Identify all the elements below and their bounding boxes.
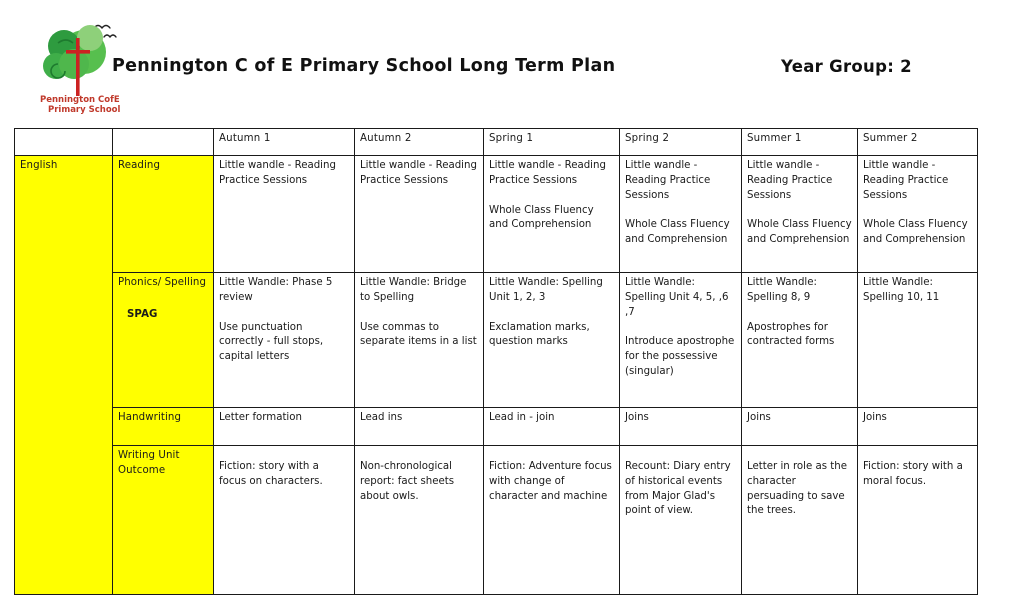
cell-paragraph: Use commas to separate items in a list xyxy=(360,321,477,348)
column-header-spring-1: Spring 1 xyxy=(484,129,620,156)
cell-paragraph: Little wandle - Reading Practice Sessions xyxy=(625,160,711,201)
strand-label: Reading xyxy=(118,160,161,171)
cell-handwriting-summer-1 xyxy=(742,408,858,446)
cell-paragraph: Letter formation xyxy=(219,412,302,423)
cell-paragraph: Little Wandle: Phase 5 review xyxy=(219,277,333,303)
cell-reading-summer-2 xyxy=(858,156,978,273)
cell-writing-summer-2 xyxy=(858,446,978,595)
strand-cell-reading xyxy=(113,156,214,273)
logo-text-line2: Primary School xyxy=(48,105,121,115)
page-header xyxy=(0,0,1024,125)
column-header-summer-1: Summer 1 xyxy=(742,129,858,156)
cell-phonics-spring-1 xyxy=(484,273,620,408)
subject-cell-english: English xyxy=(15,156,113,595)
cell-phonics-autumn-2 xyxy=(355,273,484,408)
table-row-reading xyxy=(15,156,978,273)
cell-paragraph: Little Wandle: Spelling Unit 1, 2, 3 xyxy=(489,277,603,303)
cell-paragraph: Little Wandle: Bridge to Spelling xyxy=(360,277,467,303)
header-blank-subject xyxy=(15,129,113,156)
cell-paragraph: Little Wandle: Spelling 10, 11 xyxy=(863,277,940,303)
cell-paragraph: Little wandle - Reading Practice Sessions xyxy=(489,160,606,186)
cell-paragraph: Fiction: story with a focus on characters. xyxy=(219,461,323,487)
column-header-spring-2: Spring 2 xyxy=(620,129,742,156)
cell-writing-spring-1 xyxy=(484,446,620,595)
header-blank-strand xyxy=(113,129,214,156)
strand-cell-phonics-spelling xyxy=(113,273,214,408)
strand-label: Phonics/ Spelling xyxy=(118,277,207,288)
page-title: Pennington C of E Primary School Long Term Plan xyxy=(112,56,616,76)
cell-writing-autumn-2 xyxy=(355,446,484,595)
cell-handwriting-autumn-2 xyxy=(355,408,484,446)
cell-paragraph: Little wandle - Reading Practice Sessions xyxy=(747,160,833,201)
cell-paragraph: Little Wandle: Spelling 8, 9 xyxy=(747,277,817,303)
cell-paragraph: Letter in role as the character persuading to save the trees. xyxy=(747,461,848,517)
cell-paragraph: Non-chronological report: fact sheets about owls. xyxy=(360,461,455,502)
cell-paragraph: Lead ins xyxy=(360,412,403,423)
foliage-blob xyxy=(77,25,103,51)
cell-paragraph: Joins xyxy=(747,412,771,423)
cell-handwriting-summer-2 xyxy=(858,408,978,446)
cell-paragraph: Little wandle - Reading Practice Sessions xyxy=(360,160,477,186)
cell-paragraph: Joins xyxy=(625,412,649,423)
cell-writing-autumn-1 xyxy=(214,446,355,595)
strand-sublabel-spag: SPAG xyxy=(127,308,158,320)
column-header-autumn-2: Autumn 2 xyxy=(355,129,484,156)
cell-paragraph: Little wandle - Reading Practice Sessions xyxy=(219,160,336,186)
cell-paragraph: Little wandle - Reading Practice Sessions xyxy=(863,160,949,201)
cell-reading-spring-2 xyxy=(620,156,742,273)
strand-cell-handwriting xyxy=(113,408,214,446)
cell-paragraph: Whole Class Fluency and Comprehension xyxy=(625,219,730,246)
long-term-plan-table xyxy=(14,128,978,595)
cell-paragraph: Little Wandle: Spelling Unit 4, 5, ,6 ,7 xyxy=(625,277,729,318)
cell-handwriting-spring-2 xyxy=(620,408,742,446)
cell-paragraph: Lead in - join xyxy=(489,412,555,423)
cell-reading-summer-1 xyxy=(742,156,858,273)
cell-paragraph: Fiction: Adventure focus with change of character and machine xyxy=(489,461,612,502)
cell-paragraph: Use punctuation correctly - full stops, capital letters xyxy=(219,321,324,363)
table-row-handwriting xyxy=(15,408,978,446)
cell-paragraph: Recount: Diary entry of historical events from Major Glad's point of view. xyxy=(625,461,731,517)
cell-paragraph: Introduce apostrophe for the possessive (singular) xyxy=(625,336,735,377)
strand-label: Handwriting xyxy=(118,412,182,423)
cell-paragraph: Exclamation marks, question marks xyxy=(489,321,590,348)
cell-paragraph: Whole Class Fluency and Comprehension xyxy=(747,219,852,246)
year-group-label: Year Group: 2 xyxy=(781,57,912,76)
logo-text-line1: Pennington CofE xyxy=(40,95,120,105)
table-row-phonics-spelling xyxy=(15,273,978,408)
cell-phonics-summer-1 xyxy=(742,273,858,408)
cell-paragraph: Whole Class Fluency and Comprehension xyxy=(489,204,594,231)
cell-reading-autumn-2 xyxy=(355,156,484,273)
table-header-row xyxy=(15,129,978,156)
column-header-summer-2: Summer 2 xyxy=(858,129,978,156)
cell-reading-spring-1 xyxy=(484,156,620,273)
strand-cell-writing-unit-outcome xyxy=(113,446,214,595)
cell-writing-spring-2 xyxy=(620,446,742,595)
cell-paragraph: Fiction: story with a moral focus. xyxy=(863,461,963,487)
cell-reading-autumn-1 xyxy=(214,156,355,273)
cell-phonics-autumn-1 xyxy=(214,273,355,408)
strand-label: Writing Unit Outcome xyxy=(118,450,180,476)
cell-paragraph: Whole Class Fluency and Comprehension xyxy=(863,219,968,246)
cell-handwriting-autumn-1 xyxy=(214,408,355,446)
cell-phonics-summer-2 xyxy=(858,273,978,408)
cell-handwriting-spring-1 xyxy=(484,408,620,446)
column-header-autumn-1: Autumn 1 xyxy=(214,129,355,156)
cell-phonics-spring-2 xyxy=(620,273,742,408)
table-row-writing-unit-outcome xyxy=(15,446,978,595)
cell-paragraph: Joins xyxy=(863,412,887,423)
cell-writing-summer-1 xyxy=(742,446,858,595)
cell-paragraph: Apostrophes for contracted forms xyxy=(747,321,835,348)
